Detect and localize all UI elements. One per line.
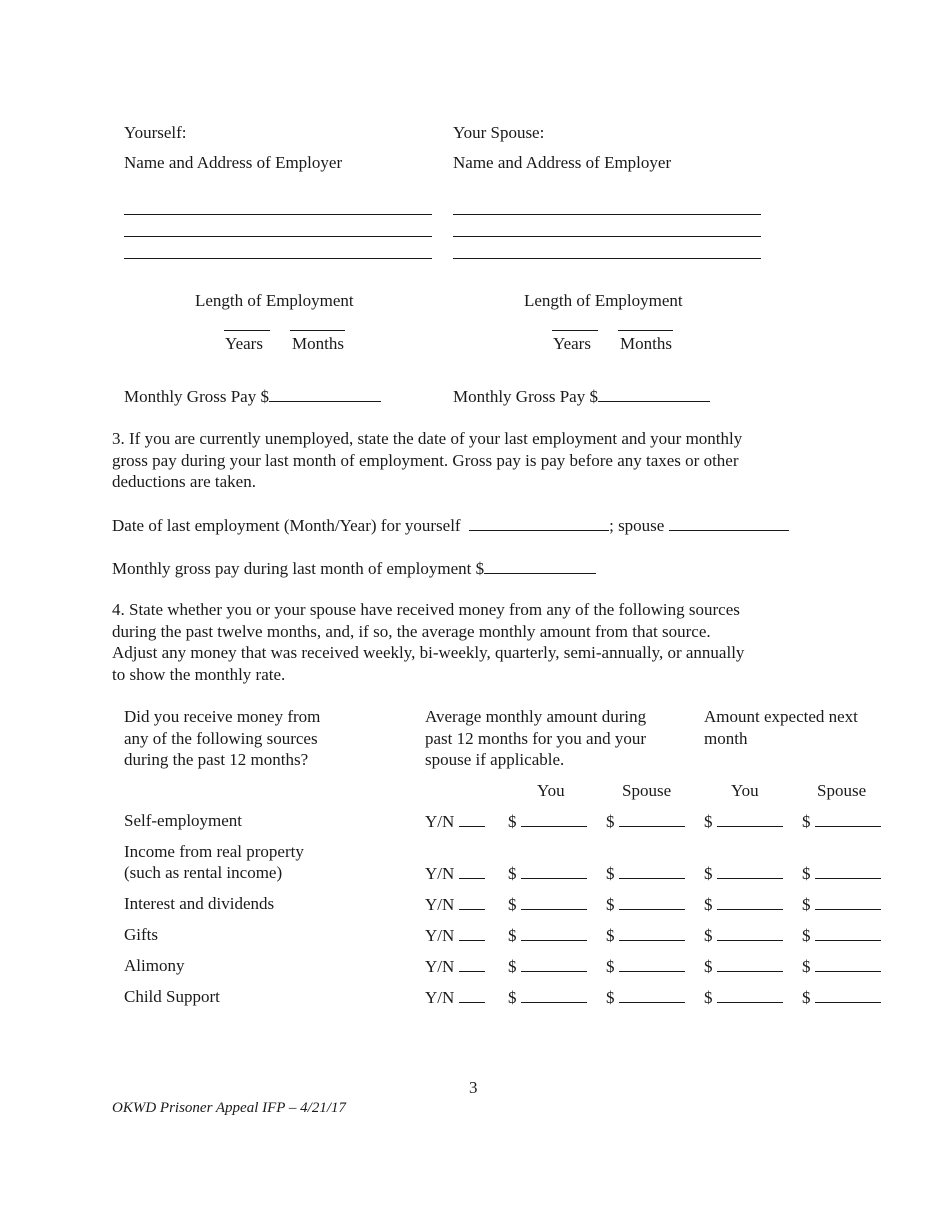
- section4-line: 4. State whether you or your spouse have received money from any of the following sources: [112, 600, 740, 619]
- expected-spouse-amount-cell: [802, 862, 881, 884]
- dollar-sign: $: [606, 926, 615, 945]
- expected-you-amount-field[interactable]: [717, 924, 783, 941]
- yourself-label: Yourself:: [124, 123, 187, 142]
- header-line: month: [704, 728, 748, 748]
- avg-you-amount-cell: [508, 955, 587, 977]
- expected-spouse-amount-field[interactable]: [815, 955, 881, 972]
- avg-spouse-amount-field[interactable]: [619, 986, 685, 1003]
- dollar-sign: $: [704, 926, 713, 945]
- avg-you-amount-field[interactable]: [521, 955, 587, 972]
- expected-spouse-amount-cell: [802, 893, 881, 915]
- expected-you-amount-field[interactable]: [717, 810, 783, 827]
- yourself-length-label: Length of Employment: [195, 291, 354, 310]
- yn-cell: [425, 986, 485, 1008]
- yn-field[interactable]: [459, 893, 485, 910]
- avg-you-amount-cell: [508, 924, 587, 946]
- yn-label: Y/N: [425, 812, 455, 831]
- yn-cell: [425, 893, 485, 915]
- section4-paragraph: [112, 599, 832, 685]
- income-source-label: [124, 924, 158, 945]
- avg-spouse-amount-cell: [606, 986, 685, 1008]
- income-source-name: Alimony: [124, 956, 185, 975]
- expected-spouse-amount-cell: [802, 955, 881, 977]
- header-line: during the past 12 months?: [124, 750, 309, 769]
- yourself-years-field[interactable]: [224, 330, 270, 331]
- dollar-sign: $: [508, 864, 517, 883]
- income-source-name: Gifts: [124, 925, 158, 944]
- avg-you-amount-cell: [508, 862, 587, 884]
- dollar-sign: $: [802, 926, 811, 945]
- expected-spouse-amount-field[interactable]: [815, 986, 881, 1003]
- last-gross-pay-row: [112, 557, 596, 579]
- yn-field[interactable]: [459, 924, 485, 941]
- avg-spouse-amount-field[interactable]: [619, 862, 685, 879]
- avg-spouse-amount-cell: [606, 924, 685, 946]
- last-employment-spouse-label: ; spouse: [609, 516, 665, 535]
- yn-field[interactable]: [459, 810, 485, 827]
- income-source-label: [124, 841, 304, 883]
- yourself-employer-line-3[interactable]: [124, 258, 432, 259]
- col-expected-header: [704, 706, 858, 749]
- expected-spouse-amount-cell: [802, 810, 881, 832]
- dollar-sign: $: [802, 988, 811, 1007]
- spouse-length-label: Length of Employment: [524, 291, 683, 310]
- avg-spouse-amount-field[interactable]: [619, 955, 685, 972]
- dollar-sign: $: [606, 864, 615, 883]
- avg-you-subheader: You: [537, 781, 565, 800]
- yn-field[interactable]: [459, 955, 485, 972]
- expected-you-amount-cell: [704, 986, 783, 1008]
- header-line: past 12 months for you and your: [425, 728, 646, 748]
- dollar-sign: $: [802, 864, 811, 883]
- expected-spouse-amount-field[interactable]: [815, 924, 881, 941]
- expected-you-amount-cell: [704, 955, 783, 977]
- income-source-name-line2: (such as rental income): [124, 863, 283, 882]
- expected-you-amount-cell: [704, 810, 783, 832]
- expected-you-amount-field[interactable]: [717, 893, 783, 910]
- expected-you-amount-field[interactable]: [717, 955, 783, 972]
- income-source-label: [124, 955, 184, 976]
- yourself-employer-line-1[interactable]: [124, 214, 432, 215]
- avg-spouse-amount-cell: [606, 862, 685, 884]
- expected-spouse-amount-field[interactable]: [815, 862, 881, 879]
- header-line: spouse if applicable.: [425, 750, 565, 769]
- yn-label: Y/N: [425, 895, 455, 914]
- spouse-gross-pay: [453, 385, 710, 407]
- avg-you-amount-cell: [508, 810, 587, 832]
- spouse-years-label: Years: [553, 334, 591, 353]
- spouse-gross-pay-field[interactable]: [598, 385, 710, 402]
- dollar-sign: $: [508, 895, 517, 914]
- last-gross-pay-field[interactable]: [484, 557, 596, 574]
- col-average-header: [425, 706, 646, 771]
- avg-you-amount-field[interactable]: [521, 810, 587, 827]
- col-sources-header: [124, 706, 320, 771]
- last-employment-date-row: [112, 514, 789, 536]
- last-employment-date-field[interactable]: [469, 514, 609, 531]
- avg-spouse-amount-field[interactable]: [619, 893, 685, 910]
- dollar-sign: $: [606, 895, 615, 914]
- last-employment-date-label: Date of last employment (Month/Year) for yourself: [112, 516, 461, 535]
- yourself-gross-pay: [124, 385, 381, 407]
- spouse-label: Your Spouse:: [453, 123, 545, 142]
- dollar-sign: $: [704, 895, 713, 914]
- dollar-sign: $: [802, 895, 811, 914]
- yourself-employer-label: Name and Address of Employer: [124, 153, 343, 172]
- header-line: Amount expected next: [704, 707, 858, 726]
- header-line: any of the following sources: [124, 728, 318, 748]
- yourself-gross-pay-field[interactable]: [269, 385, 381, 402]
- income-source-name: Child Support: [124, 987, 220, 1006]
- avg-you-amount-field[interactable]: [521, 893, 587, 910]
- last-gross-pay-label: Monthly gross pay during last month of employment $: [112, 559, 485, 578]
- dollar-sign: $: [508, 926, 517, 945]
- dollar-sign: $: [704, 957, 713, 976]
- header-line: Did you receive money from: [124, 707, 321, 726]
- section3-paragraph: [112, 428, 832, 493]
- yn-label: Y/N: [425, 926, 455, 945]
- yourself-years-label: Years: [225, 334, 263, 353]
- spouse-employer-line-3[interactable]: [453, 258, 761, 259]
- spouse-months-label: Months: [620, 334, 672, 353]
- dollar-sign: $: [704, 864, 713, 883]
- spouse-years-field[interactable]: [552, 330, 598, 331]
- expected-spouse-amount-cell: [802, 986, 881, 1008]
- dollar-sign: $: [802, 812, 811, 831]
- yn-cell: [425, 862, 485, 884]
- avg-spouse-amount-cell: [606, 893, 685, 915]
- header-line: Average monthly amount during: [425, 707, 647, 726]
- avg-spouse-amount-cell: [606, 810, 685, 832]
- dollar-sign: $: [508, 957, 517, 976]
- section4-line: Adjust any money that was received weekly, bi-weekly, quarterly, semi-annually, or annually: [112, 643, 745, 662]
- dollar-sign: $: [606, 957, 615, 976]
- section3-line: 3. If you are currently unemployed, state the date of your last employment and your monthly: [112, 429, 743, 448]
- avg-spouse-subheader: Spouse: [622, 781, 672, 800]
- yourself-gross-pay-label: Monthly Gross Pay $: [124, 387, 269, 406]
- expected-you-subheader: You: [731, 781, 759, 800]
- avg-spouse-amount-field[interactable]: [619, 924, 685, 941]
- income-source-label: [124, 893, 274, 914]
- avg-you-amount-cell: [508, 893, 587, 915]
- expected-spouse-amount-field[interactable]: [815, 810, 881, 827]
- expected-you-amount-cell: [704, 862, 783, 884]
- dollar-sign: $: [802, 957, 811, 976]
- avg-you-amount-field[interactable]: [521, 986, 587, 1003]
- section3-line: deductions are taken.: [112, 472, 256, 491]
- income-source-label: [124, 810, 242, 831]
- dollar-sign: $: [508, 988, 517, 1007]
- yn-cell: [425, 955, 485, 977]
- spouse-gross-pay-label: Monthly Gross Pay $: [453, 387, 598, 406]
- section4-line: to show the monthly rate.: [112, 664, 286, 684]
- dollar-sign: $: [704, 812, 713, 831]
- form-id: OKWD Prisoner Appeal IFP – 4/21/17: [112, 1100, 347, 1116]
- dollar-sign: $: [704, 988, 713, 1007]
- yourself-employer-line-2[interactable]: [124, 236, 432, 237]
- expected-you-amount-cell: [704, 924, 783, 946]
- expected-spouse-amount-field[interactable]: [815, 893, 881, 910]
- spouse-employer-line-2[interactable]: [453, 236, 761, 237]
- last-employment-spouse-field[interactable]: [669, 514, 789, 531]
- expected-you-amount-field[interactable]: [717, 986, 783, 1003]
- avg-you-amount-field[interactable]: [521, 924, 587, 941]
- page-number: 3: [469, 1078, 478, 1097]
- yn-field[interactable]: [459, 862, 485, 879]
- section4-line: during the past twelve months, and, if so, the average monthly amount from that source.: [112, 621, 711, 641]
- yourself-months-field[interactable]: [290, 330, 345, 331]
- yn-label: Y/N: [425, 864, 455, 883]
- expected-spouse-subheader: Spouse: [817, 781, 867, 800]
- yn-cell: [425, 924, 485, 946]
- spouse-months-field[interactable]: [618, 330, 673, 331]
- yn-field[interactable]: [459, 986, 485, 1003]
- yourself-months-label: Months: [292, 334, 344, 353]
- section3-line: gross pay during your last month of employment. Gross pay is pay before any taxes or other: [112, 450, 739, 470]
- avg-spouse-amount-cell: [606, 955, 685, 977]
- income-source-name: Interest and dividends: [124, 894, 275, 913]
- expected-you-amount-cell: [704, 893, 783, 915]
- expected-you-amount-field[interactable]: [717, 862, 783, 879]
- income-source-name: Income from real property: [124, 842, 304, 861]
- income-source-name: Self-employment: [124, 811, 243, 830]
- dollar-sign: $: [606, 988, 615, 1007]
- avg-spouse-amount-field[interactable]: [619, 810, 685, 827]
- spouse-employer-label: Name and Address of Employer: [453, 153, 672, 172]
- yn-cell: [425, 810, 485, 832]
- avg-you-amount-field[interactable]: [521, 862, 587, 879]
- expected-spouse-amount-cell: [802, 924, 881, 946]
- dollar-sign: $: [508, 812, 517, 831]
- spouse-employer-line-1[interactable]: [453, 214, 761, 215]
- dollar-sign: $: [606, 812, 615, 831]
- yn-label: Y/N: [425, 988, 455, 1007]
- yn-label: Y/N: [425, 957, 455, 976]
- income-source-label: [124, 986, 220, 1007]
- avg-you-amount-cell: [508, 986, 587, 1008]
